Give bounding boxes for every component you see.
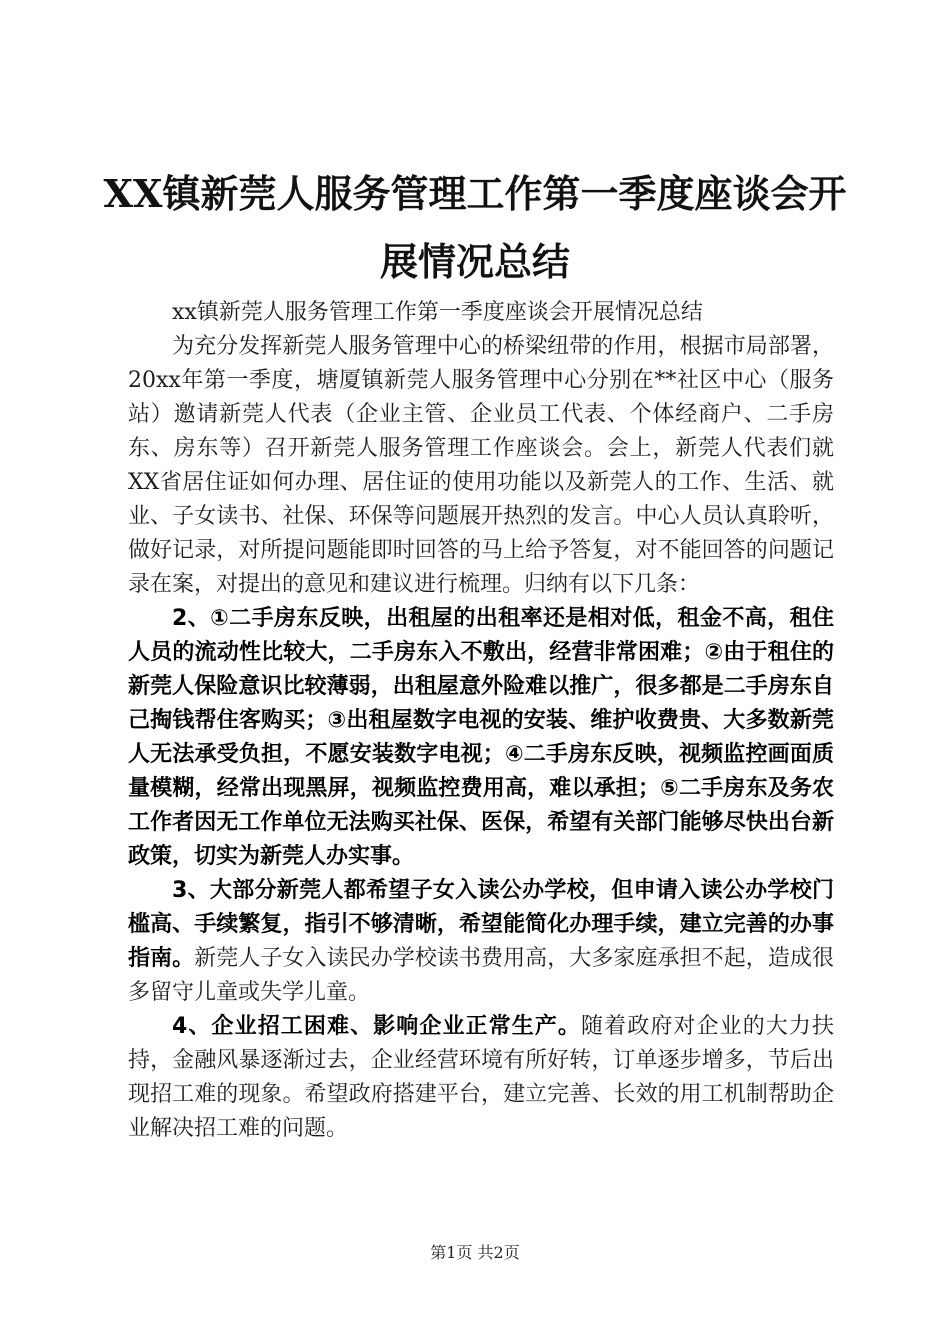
document-body: [128, 296, 834, 1146]
paragraph-text-bold: 4、企业招工困难、影响企业正常生产。: [172, 1014, 582, 1039]
paragraph-item-2: [128, 602, 834, 874]
paragraph-intro: [128, 330, 834, 602]
paragraph-text: 随着政府对企业的大力扶持，金融风暴逐渐过去，企业经营环境有所好转，订单逐步增多，节后出现招工难的现象。希望政府搭建平台，建立完善、长效的用工机制帮助企业解决招工难的问题。: [128, 1014, 834, 1141]
paragraph-subtitle: [128, 296, 834, 330]
paragraph-text: 新莞人子女入读民办学校读书费用高，大多家庭承担不起，造成很多留守儿童或失学儿童。: [128, 946, 834, 1005]
paragraph-text-bold: 3、大部分新莞人都希望子女入读公办学校，但申请入读公办学校门槛高、手续繁复，指引不够清晰，希望能简化办理手续，建立完善的办事指南。: [128, 878, 834, 971]
paragraph-text: xx镇新莞人服务管理工作第一季度座谈会开展情况总结: [172, 300, 703, 325]
paragraph-item-3: [128, 874, 834, 1010]
paragraph-item-4: [128, 1010, 834, 1146]
document-title: XX镇新莞人服务管理工作第一季度座谈会开展情况总结: [103, 171, 847, 284]
paragraph-text: 2、①二手房东反映，出租屋的出租率还是相对低，租金不高，租住人员的流动性比较大，二手房东入不敷出，经营非常困难；②由于租住的新莞人保险意识比较薄弱，出租屋意外险难以推广，很多都是二手房东自己掏钱帮住客购买；③出租屋数字电视的安装、维护收费贵、大多数新莞人无法承受负担，不愿安装数字电视；④二手房东反映，视频监控画面质量模糊，经常出现黑屏，视频监控费用高，难以承担；⑤二手房东及务农工作者因无工作单位无法购买社保、医保，希望有关部门能够尽快出台新政策，切实为新莞人办实事。: [128, 606, 834, 869]
page-footer: 第1页 共2页: [430, 1243, 520, 1262]
paragraph-text: 为充分发挥新莞人服务管理中心的桥梁纽带的作用，根据市局部署，20xx年第一季度，塘厦镇新莞人服务管理中心分别在**社区中心（服务站）邀请新莞人代表（企业主管、企业员工代表、个体经商户、二手房东、房东等）召开新莞人服务管理工作座谈会。会上，新莞人代表们就XX省居住证如何办理、居住证的使用功能以及新莞人的工作、生活、就业、子女读书、社保、环保等问题展开热烈的发言。中心人员认真聆听，做好记录，对所提问题能即时回答的马上给予答复，对不能回答的问题记录在案，对提出的意见和建议进行梳理。归纳有以下几条：: [128, 334, 834, 597]
